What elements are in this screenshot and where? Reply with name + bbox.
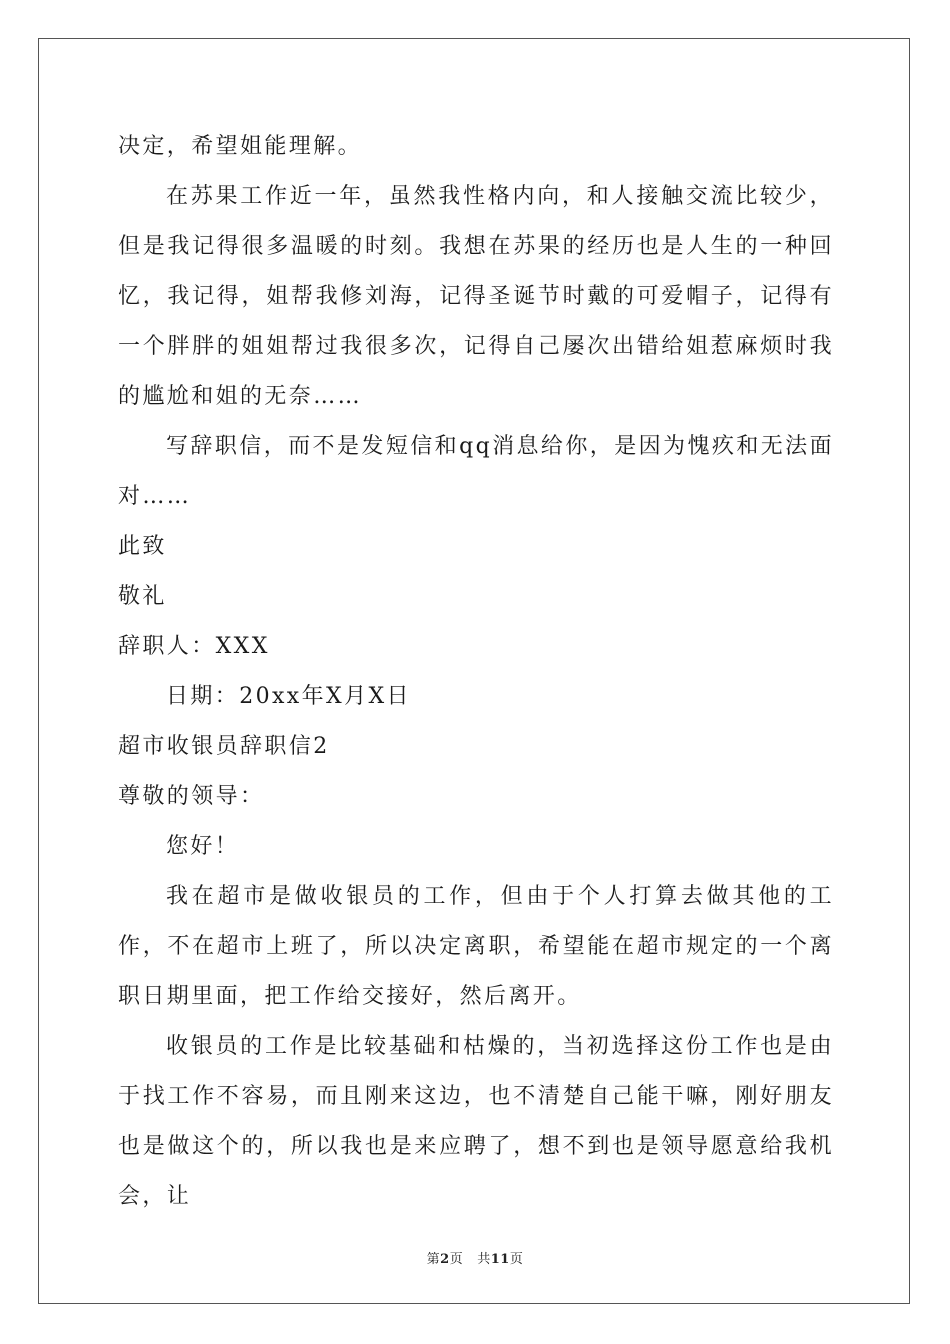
page-suffix: 页 [449, 1252, 464, 1267]
paragraph: 在苏果工作近一年，虽然我性格内向，和人接触交流比较少，但是我记得很多温暖的时刻。我想在苏果的经历也是人生的一种回忆，我记得，姐帮我修刘海，记得圣诞节时戴的可爱帽子，记得有一个胖胖的姐姐帮过我很多次，记得自己屡次出错给姐惹麻烦时我的尴尬和姐的无奈…… [118, 184, 834, 409]
closing-regards: 敬礼 [118, 584, 167, 609]
paragraph: 决定，希望姐能理解。 [118, 134, 363, 159]
greeting: 您好！ [166, 834, 240, 859]
document-body [118, 122, 834, 1222]
total-prefix: 共 [477, 1252, 491, 1267]
page-number: 2 [440, 1252, 450, 1267]
total-suffix: 页 [509, 1252, 524, 1267]
closing-salutation: 此致 [118, 534, 167, 559]
paragraph: 收银员的工作是比较基础和枯燥的，当初选择这份工作也是由于找工作不容易，而且刚来这边，也不清楚自己能干嘛，刚好朋友也是做这个的，所以我也是来应聘了，想不到也是领导愿意给我机会，让 [118, 1034, 834, 1209]
salutation: 尊敬的领导： [118, 784, 265, 809]
date-line: 日期：20xx年X月X日 [166, 684, 411, 709]
page-footer [0, 1248, 950, 1267]
total-pages: 11 [490, 1252, 510, 1267]
page-prefix: 第 [426, 1252, 441, 1267]
signer-line: 辞职人：XXX [118, 634, 270, 659]
section-title: 超市收银员辞职信2 [118, 734, 330, 759]
paragraph: 我在超市是做收银员的工作，但由于个人打算去做其他的工作，不在超市上班了，所以决定离职，希望能在超市规定的一个离职日期里面，把工作给交接好，然后离开。 [118, 884, 834, 1009]
paragraph: 写辞职信，而不是发短信和qq消息给你，是因为愧疚和无法面对…… [118, 434, 834, 509]
